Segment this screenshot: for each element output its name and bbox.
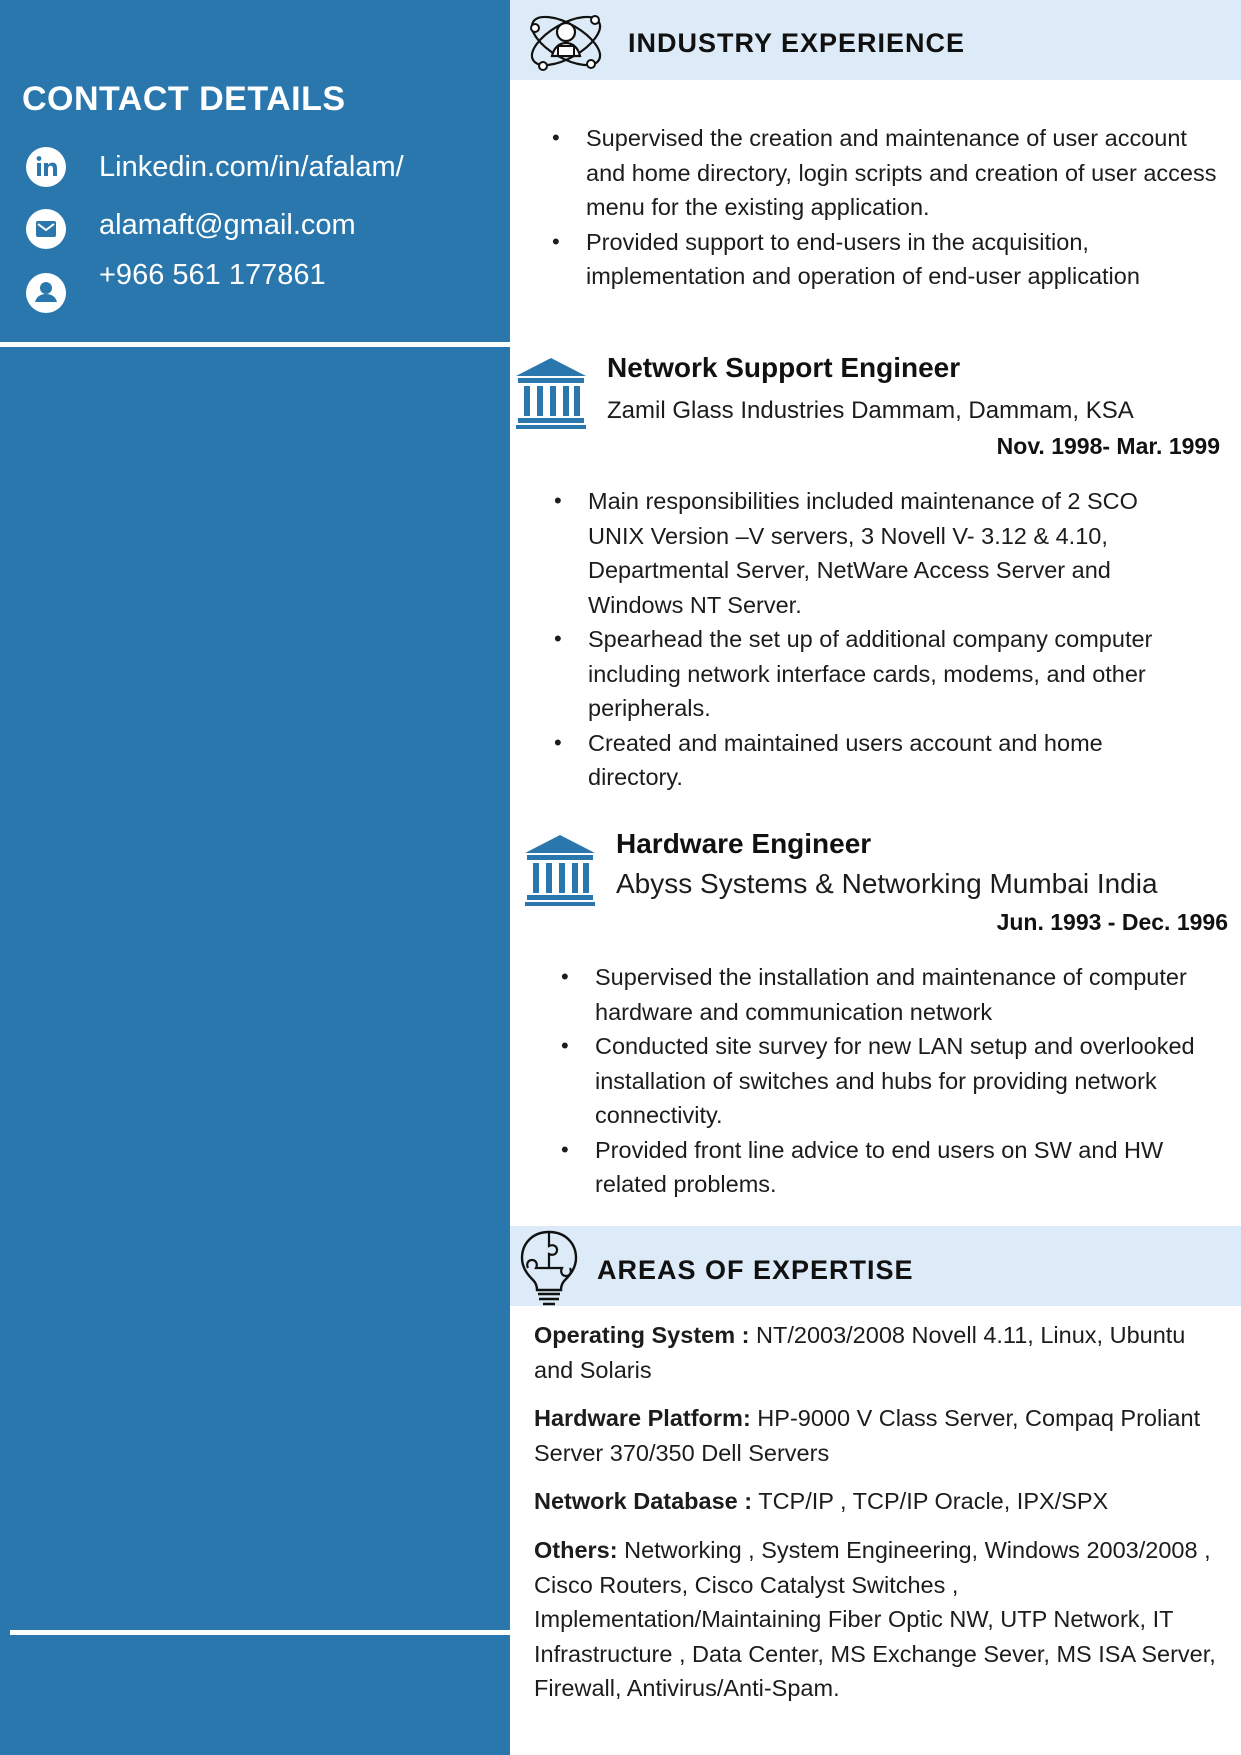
list-item: • Created and maintained users account and home directory. xyxy=(554,726,1194,795)
list-item: • Provided support to end-users in the acquisition, implementation and operation of end-user application xyxy=(552,225,1227,294)
job-company: Zamil Glass Industries Dammam, Dammam, KSA xyxy=(607,397,1134,424)
list-item: • Provided front line advice to end users on SW and HW related problems. xyxy=(561,1133,1201,1202)
expertise-operating-system xyxy=(534,1318,1224,1387)
bank-building-icon xyxy=(523,831,597,912)
expertise-text: Networking , System Engineering, Windows 2003/2008 , Cisco Routers, Cisco Catalyst Switches , Implementation/Maintaining Fiber Optic NW, UTP Network, IT Infrastructure , Data Center, MS Exchange Sever, MS ISA Server, Firewall, Antivirus/Anti-Spam. xyxy=(534,1537,1216,1701)
bank-building-icon xyxy=(514,354,588,435)
job-title: Hardware Engineer xyxy=(616,828,872,859)
job-bullets xyxy=(561,960,1201,1202)
expertise-hardware-platform xyxy=(534,1401,1224,1470)
job-company: Abyss Systems & Networking Mumbai India xyxy=(616,868,1158,899)
phone-number: +966 561 177861 xyxy=(99,259,326,291)
expertise-text: HP-9000 V Class Server, Compaq Proliant Server 370/350 Dell Servers xyxy=(534,1405,1201,1466)
contact-heading: CONTACT DETAILS xyxy=(22,80,346,118)
list-item: • Main responsibilities included maintenance of 2 SCO UNIX Version –V servers, 3 Novell V- 3.12 & 4.10, Departmental Server, NetWare Access Server and Windows NT Server. xyxy=(554,484,1194,622)
expertise-title: AREAS OF EXPERTISE xyxy=(597,1255,914,1285)
user-icon xyxy=(26,273,66,313)
expertise-label: Network Database : xyxy=(534,1488,753,1514)
list-item: • Supervised the creation and maintenance of user account and home directory, login scripts and creation of user access menu for the existing application. xyxy=(552,121,1227,225)
expertise-network-database xyxy=(534,1484,1224,1519)
contact-phone[interactable] xyxy=(26,259,326,315)
job-title: Network Support Engineer xyxy=(607,352,961,383)
job-bullets xyxy=(554,484,1194,795)
list-item: • Supervised the installation and maintenance of computer hardware and communication network xyxy=(561,960,1201,1029)
list-item: • Spearhead the set up of additional company computer including network interface cards, modems, and other peripherals. xyxy=(554,622,1194,726)
sidebar xyxy=(0,0,510,1755)
expertise-others xyxy=(534,1533,1224,1706)
expertise-label: Operating System : xyxy=(534,1322,750,1348)
contact-linkedin[interactable] xyxy=(26,145,404,189)
expertise-label: Others: xyxy=(534,1537,618,1563)
sidebar-divider-top xyxy=(0,342,510,347)
industry-bullets xyxy=(552,121,1227,294)
expertise-text: NT/2003/2008 Novell 4.11, Linux, Ubuntu and Solaris xyxy=(534,1322,1186,1383)
sidebar-divider-bottom xyxy=(10,1630,510,1635)
mail-icon xyxy=(26,209,66,249)
expertise-label: Hardware Platform: xyxy=(534,1405,751,1431)
linkedin-icon xyxy=(26,147,66,187)
lightbulb-puzzle-icon xyxy=(516,1228,582,1311)
atom-network-icon xyxy=(523,0,609,87)
contact-email[interactable] xyxy=(26,207,356,251)
list-item: • Conducted site survey for new LAN setup and overlooked installation of switches and hubs for providing network connectivity. xyxy=(561,1029,1201,1133)
expertise-text: TCP/IP , TCP/IP Oracle, IPX/SPX xyxy=(752,1488,1109,1514)
job-dates: Nov. 1998- Mar. 1999 xyxy=(996,433,1220,459)
linkedin-link[interactable]: Linkedin.com/in/afalam/ xyxy=(99,150,404,183)
job-dates: Jun. 1993 - Dec. 1996 xyxy=(996,909,1228,935)
email-link[interactable]: alamaft@gmail.com xyxy=(99,209,356,241)
industry-title: INDUSTRY EXPERIENCE xyxy=(628,28,966,58)
